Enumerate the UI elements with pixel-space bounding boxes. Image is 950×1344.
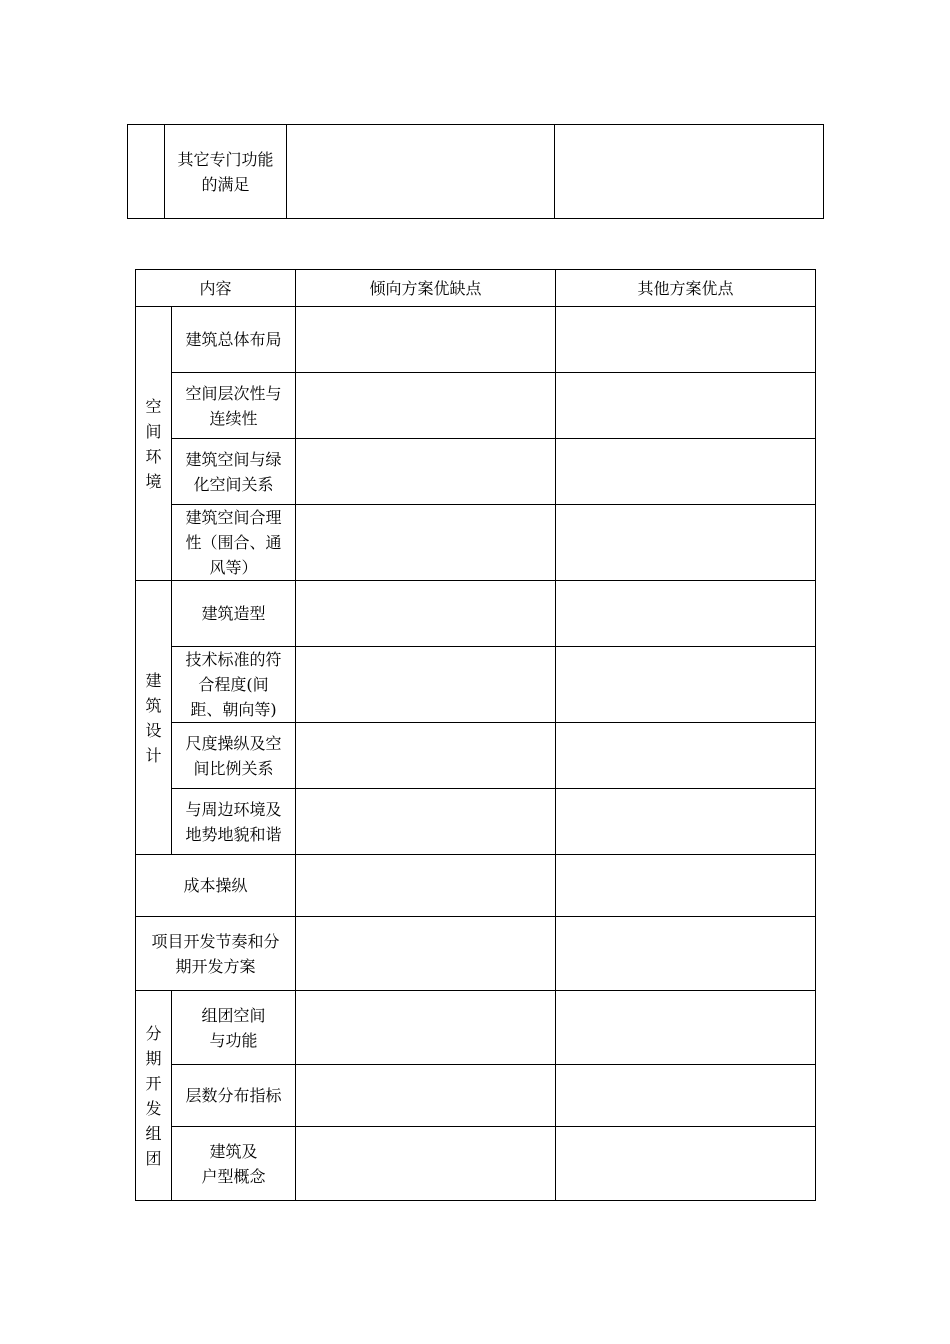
table-row (136, 581, 816, 647)
group-design-label: 建筑设计 (145, 670, 162, 765)
group-phase-label: 分期开发组团 (145, 1023, 162, 1168)
preferred-cell (296, 439, 556, 505)
preferred-cell (296, 1065, 556, 1127)
table-row (136, 855, 816, 917)
preferred-cell (287, 125, 555, 219)
top-table (127, 124, 824, 219)
header-preferred-label: 倾向方案优缺点 (369, 278, 482, 298)
other-cell (556, 855, 816, 917)
group-space (136, 307, 172, 581)
cost-cell (136, 855, 296, 917)
item-cell (172, 1127, 296, 1201)
table-row (136, 505, 816, 581)
item-label: 其它专门功能 的满足 (177, 149, 274, 194)
item-cell (172, 505, 296, 581)
other-cell (556, 789, 816, 855)
header-content-label: 内容 (199, 278, 232, 298)
table-row (136, 373, 816, 439)
preferred-cell (296, 1127, 556, 1201)
table-row (136, 991, 816, 1065)
item-label: 尺度操纵及空 间比例关系 (185, 733, 282, 778)
item-label: 层数分布指标 (185, 1086, 282, 1105)
group-cell-empty (128, 125, 165, 219)
item-cell (172, 1065, 296, 1127)
table-row (136, 647, 816, 723)
item-cell (172, 723, 296, 789)
group-space-label: 空间环境 (145, 396, 162, 491)
preferred-cell (296, 855, 556, 917)
preferred-cell (296, 581, 556, 647)
other-cell (556, 505, 816, 581)
other-cell (556, 1065, 816, 1127)
preferred-cell (296, 505, 556, 581)
header-content (136, 270, 296, 307)
item-cell (172, 647, 296, 723)
table-row (136, 439, 816, 505)
item-label-cell (165, 125, 287, 219)
other-cell (555, 125, 824, 219)
table-row (136, 789, 816, 855)
item-label: 建筑及 户型概念 (201, 1141, 266, 1186)
item-cell (172, 439, 296, 505)
table-row (128, 125, 824, 219)
table-row (136, 1065, 816, 1127)
item-label: 组团空间 与功能 (201, 1005, 266, 1050)
preferred-cell (296, 723, 556, 789)
other-cell (556, 647, 816, 723)
rhythm-label: 项目开发节奏和分 期开发方案 (151, 931, 280, 976)
header-preferred (296, 270, 556, 307)
preferred-cell (296, 373, 556, 439)
item-cell (172, 789, 296, 855)
preferred-cell (296, 647, 556, 723)
table-row (136, 723, 816, 789)
preferred-cell (296, 991, 556, 1065)
item-cell (172, 307, 296, 373)
item-cell (172, 581, 296, 647)
other-cell (556, 373, 816, 439)
group-phase (136, 991, 172, 1201)
other-cell (556, 1127, 816, 1201)
item-label: 建筑空间合理 性（围合、通 风等） (185, 508, 282, 577)
other-cell (556, 991, 816, 1065)
other-cell (556, 307, 816, 373)
item-label: 技术标准的符 合程度(间 距、朝向等) (185, 650, 282, 719)
table-row (136, 307, 816, 373)
header-other-label: 其他方案优点 (637, 278, 734, 298)
rhythm-cell (136, 917, 296, 991)
preferred-cell (296, 789, 556, 855)
other-cell (556, 439, 816, 505)
comparison-table (135, 269, 816, 1201)
cost-label: 成本操纵 (183, 876, 248, 895)
item-cell (172, 373, 296, 439)
other-cell (556, 917, 816, 991)
group-design (136, 581, 172, 855)
other-cell (556, 723, 816, 789)
item-label: 建筑造型 (201, 604, 266, 623)
preferred-cell (296, 307, 556, 373)
header-other (556, 270, 816, 307)
header-row (136, 270, 816, 307)
item-label: 建筑总体布局 (185, 330, 282, 349)
other-cell (556, 581, 816, 647)
table-row (136, 917, 816, 991)
item-label: 建筑空间与绿 化空间关系 (185, 449, 282, 494)
item-label: 空间层次性与 连续性 (185, 383, 282, 428)
item-cell (172, 991, 296, 1065)
table-row (136, 1127, 816, 1201)
item-label: 与周边环境及 地势地貌和谐 (185, 799, 282, 844)
preferred-cell (296, 917, 556, 991)
